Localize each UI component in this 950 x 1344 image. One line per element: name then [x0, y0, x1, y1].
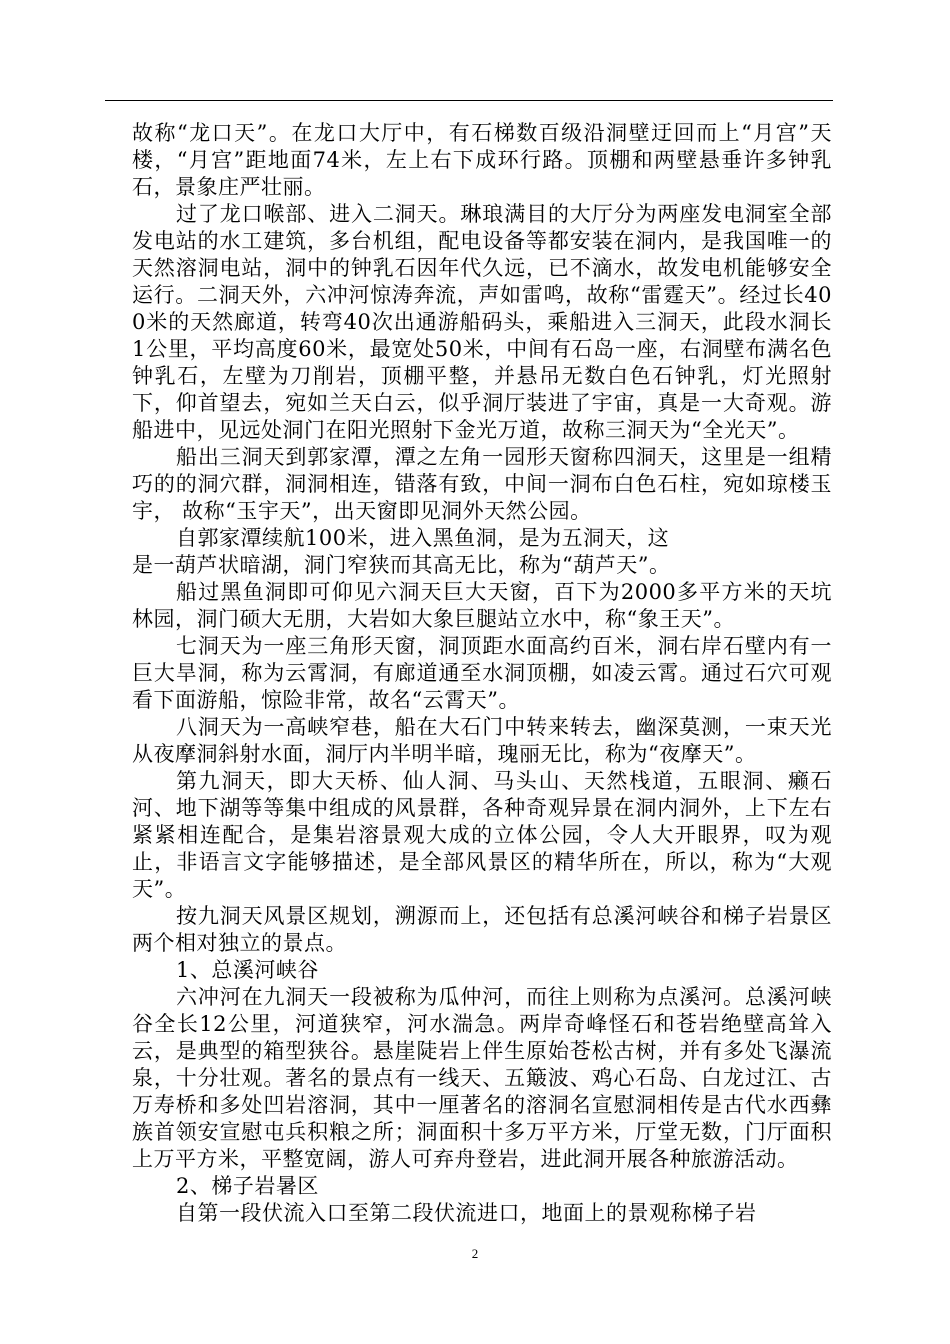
paragraph-7: 七洞天为一座三角形天窗，洞顶距水面高约百米，洞右岸石壁内有一巨大旱洞，称为云霄洞，有廊道通至水洞顶棚，如凌云霄。通过石穴可观看下面游船，惊险非常，故名“云霄天”。: [132, 634, 832, 712]
section-heading-zongxi-gorge: 1、总溪河峡谷: [176, 958, 319, 982]
paragraph-12: 六冲河在九洞天一段被称为瓜仲河，而往上则称为点溪河。总溪河峡谷全长12公里，河道狭窄，河水湍急。两岸奇峰怪石和苍岩绝壁高耸入云，是典型的箱型狭谷。悬崖陡岩上伴生原始苍松古树，并有多处飞瀑流泉，十分壮观。著名的景点有一线天、五簸波、鸡心石岛、白龙过江、古万寿桥和多处凹岩溶洞，其中一厘著名的溶洞名宣慰洞相传是古代水西彝族首领安宣慰屯兵积粮之所；洞面积十多万平方米，厅堂无数，门厅面积上万平方米，平整宽阔，游人可弃舟登岩，进此洞开展各种旅游活动。: [132, 985, 832, 1171]
paragraph-8: 八洞天为一高峡窄巷，船在大石门中转来转去，幽深莫测，一束天光从夜摩洞斜射水面，洞厅内半明半暗，瑰丽无比，称为“夜摩天”。: [132, 715, 832, 766]
paragraph-4: 自郭家潭续航100米，进入黑鱼洞，是为五洞天，这: [176, 526, 670, 550]
paragraph-14: 自第一段伏流入口至第二段伏流进口，地面上的景观称梯子岩: [176, 1201, 757, 1225]
paragraph-3: 船出三洞天到郭家潭，潭之左角一园形天窗称四洞天，这里是一组精巧的的洞穴群，洞洞相连，错落有致，中间一洞布白色石柱，宛如琼楼玉宇， 故称“玉宇天”，出天窗即见洞外天然公园。: [132, 445, 832, 523]
section-heading-tiziyan: 2、梯子岩暑区: [176, 1174, 319, 1198]
paragraph-5: 是一葫芦状暗湖，洞门窄狭而其高无比，称为“葫芦天”。: [132, 553, 671, 577]
paragraph-9: 第九洞天，即大天桥、仙人洞、马头山、天然栈道，五眼洞、癞石河、地下湖等等集中组成的风景群，各种奇观异景在洞内洞外，上下左右紧紧相连配合，是集岩溶景观大成的立体公园，令人大开眼界，叹为观止，非语言文字能够描述，是全部风景区的精华所在，所以，称为“大观天”。: [132, 769, 832, 901]
document-body: [132, 120, 832, 1227]
paragraph-6: 船过黑鱼洞即可仰见六洞天巨大天窗，百下为2000多平方米的天坑林园，洞门硕大无朋，大岩如大象巨腿站立水中，称“象王天”。: [132, 580, 832, 631]
header-rule: [105, 100, 833, 101]
paragraph-2: 过了龙口喉部、进入二洞天。琳琅满目的大厅分为两座发电洞室全部发电站的水工建筑，多台机组，配电设备等都安装在洞内，是我国唯一的天然溶洞电站，洞中的钟乳石因年代久远，已不滴水，故发电机能够安全运行。二洞天外，六冲河惊涛奔流，声如雷鸣，故称“雷霆天”。经过长400米的天然廊道，转弯40次出通游船码头，乘船进入三洞天，此段水洞长1公里，平均高度60米，最宽处50米，中间有石岛一座，右洞壁布满名色钟乳石，左壁为刀削岩，顶棚平整，并悬吊无数白色石钟乳，灯光照射下，仰首望去，宛如兰天白云，似乎洞厅装进了宇宙，真是一大奇观。游船进中，见远处洞门在阳光照射下金光万道，故称三洞天为“全光天”。: [132, 202, 832, 442]
paragraph-10: 按九洞天风景区规划，溯源而上，还包括有总溪河峡谷和梯子岩景区两个相对独立的景点。: [132, 904, 832, 955]
paragraph-1: 故称“龙口天”。在龙口大厅中，有石梯数百级沿洞壁迂回而上“月宫”天楼，“月宫”距地面74米，左上右下成环行路。顶棚和两壁悬垂许多钟乳石，景象庄严壮丽。: [132, 121, 832, 199]
page-number: 2: [471, 1246, 479, 1261]
